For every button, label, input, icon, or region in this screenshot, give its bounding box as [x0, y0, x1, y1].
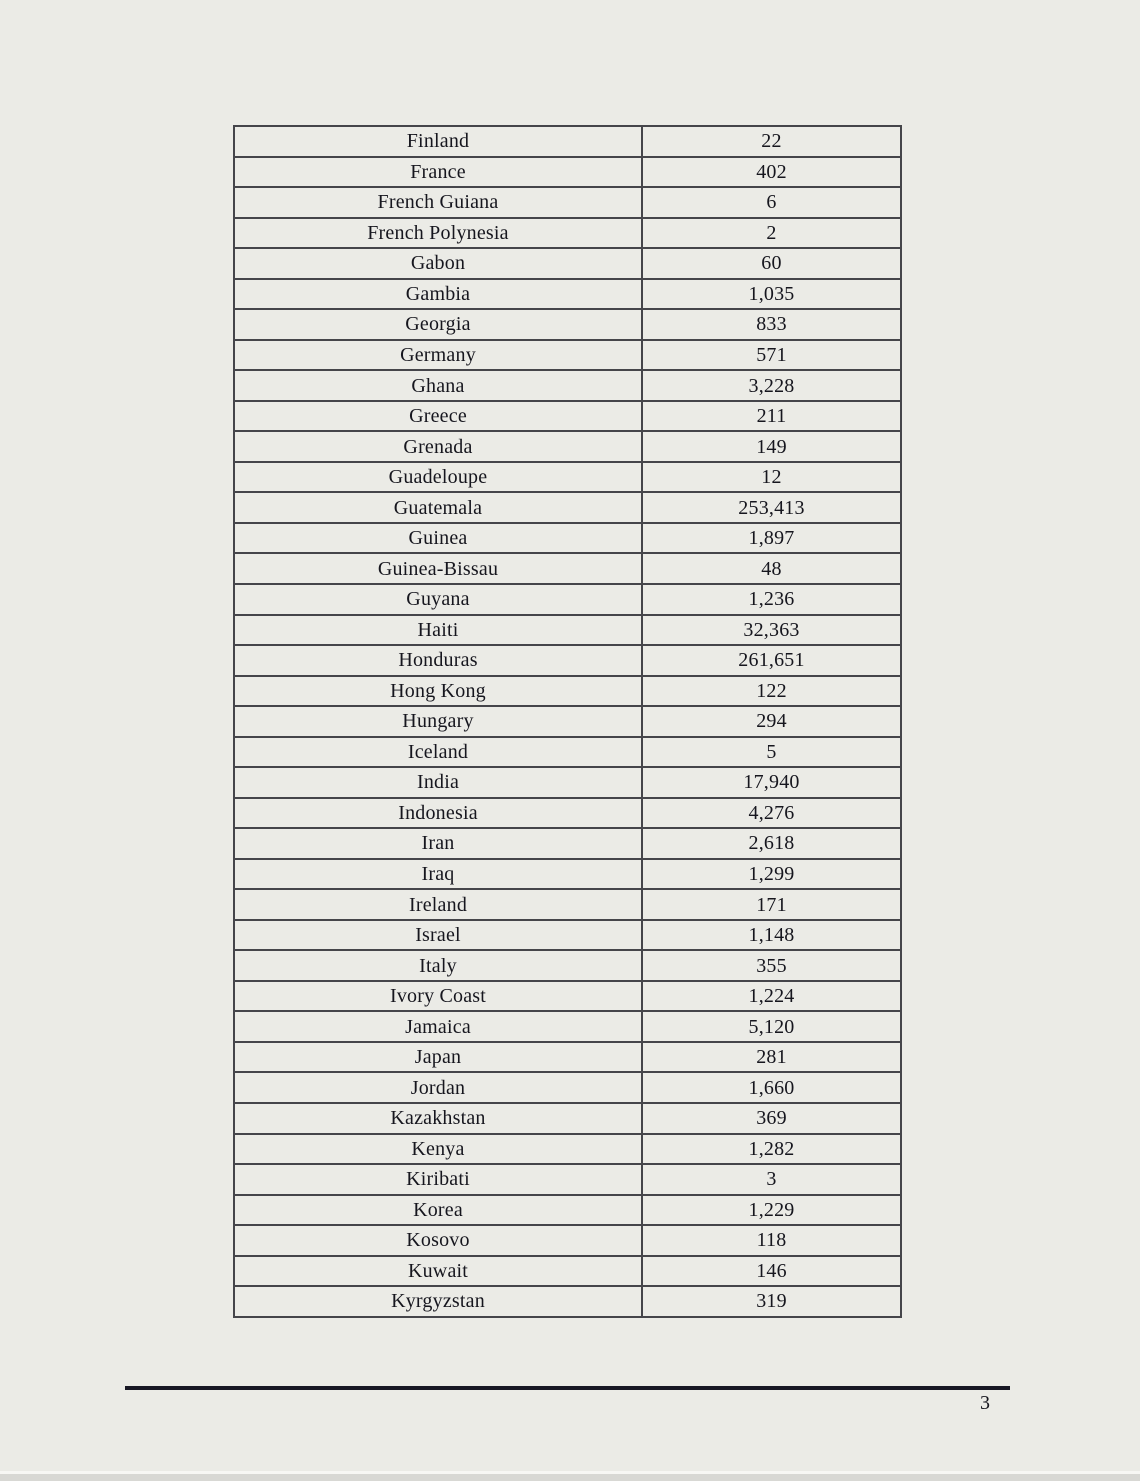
table-row [235, 402, 900, 433]
country-cell: Jamaica [235, 1012, 643, 1041]
count-cell: 1,660 [748, 1076, 795, 1099]
count-cell: 60 [761, 252, 782, 275]
country-cell: French Guiana [235, 188, 643, 217]
table-row [235, 585, 900, 616]
country-cell: Hungary [235, 707, 643, 736]
table-row [235, 432, 900, 463]
country-cell: Kiribati [235, 1165, 643, 1194]
count-cell: 571 [756, 343, 787, 366]
country-cell: Ivory Coast [235, 982, 643, 1011]
country-cell: French Polynesia [235, 219, 643, 248]
country-cell: Finland [235, 127, 643, 156]
country-cell: Japan [235, 1043, 643, 1072]
count-cell: 1,236 [748, 588, 795, 611]
country-cell: Honduras [235, 646, 643, 675]
table-row [235, 860, 900, 891]
country-cell: Korea [235, 1196, 643, 1225]
table-row [235, 677, 900, 708]
country-cell: Jordan [235, 1073, 643, 1102]
country-cell: Hong Kong [235, 677, 643, 706]
country-cell: Ireland [235, 890, 643, 919]
table-row [235, 738, 900, 769]
count-cell: 833 [756, 313, 787, 336]
country-cell: India [235, 768, 643, 797]
count-cell: 2 [766, 221, 777, 244]
count-cell: 3 [766, 1168, 777, 1191]
country-cell: Kazakhstan [235, 1104, 643, 1133]
table-row [235, 951, 900, 982]
count-cell: 122 [756, 679, 787, 702]
count-cell: 149 [756, 435, 787, 458]
count-cell: 281 [756, 1046, 787, 1069]
table-row [235, 1226, 900, 1257]
count-cell: 17,940 [743, 771, 800, 794]
country-cell: Iran [235, 829, 643, 858]
table-row [235, 646, 900, 677]
country-cell: Gambia [235, 280, 643, 309]
country-cell: Georgia [235, 310, 643, 339]
country-cell: Kosovo [235, 1226, 643, 1255]
count-cell: 369 [756, 1107, 787, 1130]
country-cell: Indonesia [235, 799, 643, 828]
table-row [235, 1196, 900, 1227]
table-row [235, 829, 900, 860]
table-row [235, 554, 900, 585]
country-cell: Germany [235, 341, 643, 370]
count-cell: 1,897 [748, 527, 795, 550]
table-row [235, 1073, 900, 1104]
table-row [235, 1257, 900, 1288]
count-cell: 32,363 [743, 618, 800, 641]
country-cell: Israel [235, 921, 643, 950]
table-row [235, 524, 900, 555]
page-number: 3 [980, 1392, 990, 1414]
table-row [235, 249, 900, 280]
table-row [235, 616, 900, 647]
count-cell: 146 [756, 1259, 787, 1282]
country-cell: Guatemala [235, 493, 643, 522]
table-row [235, 158, 900, 189]
table-row [235, 890, 900, 921]
table-row [235, 921, 900, 952]
country-cell: Ghana [235, 371, 643, 400]
country-cell: Kenya [235, 1135, 643, 1164]
count-cell: 294 [756, 710, 787, 733]
count-cell: 319 [756, 1290, 787, 1313]
table-row [235, 1287, 900, 1316]
count-cell: 2,618 [748, 832, 795, 855]
count-cell: 1,299 [748, 863, 795, 886]
table-row [235, 982, 900, 1013]
count-cell: 211 [756, 405, 787, 428]
table-row [235, 219, 900, 250]
country-count-table [233, 125, 902, 1318]
count-cell: 355 [756, 954, 787, 977]
country-cell: Guadeloupe [235, 463, 643, 492]
table-row [235, 1135, 900, 1166]
country-cell: Grenada [235, 432, 643, 461]
country-cell: Gabon [235, 249, 643, 278]
country-cell: Kyrgyzstan [235, 1287, 643, 1316]
count-cell: 118 [756, 1229, 787, 1252]
count-cell: 6 [766, 191, 777, 214]
count-cell: 1,229 [748, 1198, 795, 1221]
table-row [235, 371, 900, 402]
count-cell: 22 [761, 130, 782, 153]
table-row [235, 1043, 900, 1074]
country-cell: Greece [235, 402, 643, 431]
table-row [235, 707, 900, 738]
count-cell: 4,276 [748, 801, 795, 824]
count-cell: 261,651 [738, 649, 805, 672]
count-cell: 1,035 [748, 282, 795, 305]
table-row [235, 768, 900, 799]
country-cell: Kuwait [235, 1257, 643, 1286]
table-row [235, 341, 900, 372]
table-row [235, 188, 900, 219]
count-cell: 1,282 [748, 1137, 795, 1160]
country-cell: Italy [235, 951, 643, 980]
country-cell: Iraq [235, 860, 643, 889]
country-cell: Guinea-Bissau [235, 554, 643, 583]
table-row [235, 1104, 900, 1135]
table-row [235, 1012, 900, 1043]
count-cell: 402 [756, 160, 787, 183]
table-row [235, 493, 900, 524]
count-cell: 48 [761, 557, 782, 580]
footer-rule [125, 1386, 1010, 1390]
table-row [235, 127, 900, 158]
country-cell: Haiti [235, 616, 643, 645]
count-cell: 1,224 [748, 985, 795, 1008]
table-row [235, 799, 900, 830]
count-cell: 5 [766, 740, 777, 763]
country-cell: Guinea [235, 524, 643, 553]
bottom-edge-band [0, 1474, 1140, 1481]
count-cell: 1,148 [748, 924, 795, 947]
country-cell: Iceland [235, 738, 643, 767]
count-cell: 3,228 [748, 374, 795, 397]
table-row [235, 280, 900, 311]
country-cell: Guyana [235, 585, 643, 614]
count-cell: 5,120 [748, 1015, 795, 1038]
table-row [235, 1165, 900, 1196]
count-cell: 171 [756, 893, 787, 916]
count-cell: 12 [761, 466, 782, 489]
table-row [235, 310, 900, 341]
table-row [235, 463, 900, 494]
country-cell: France [235, 158, 643, 187]
count-cell: 253,413 [738, 496, 805, 519]
